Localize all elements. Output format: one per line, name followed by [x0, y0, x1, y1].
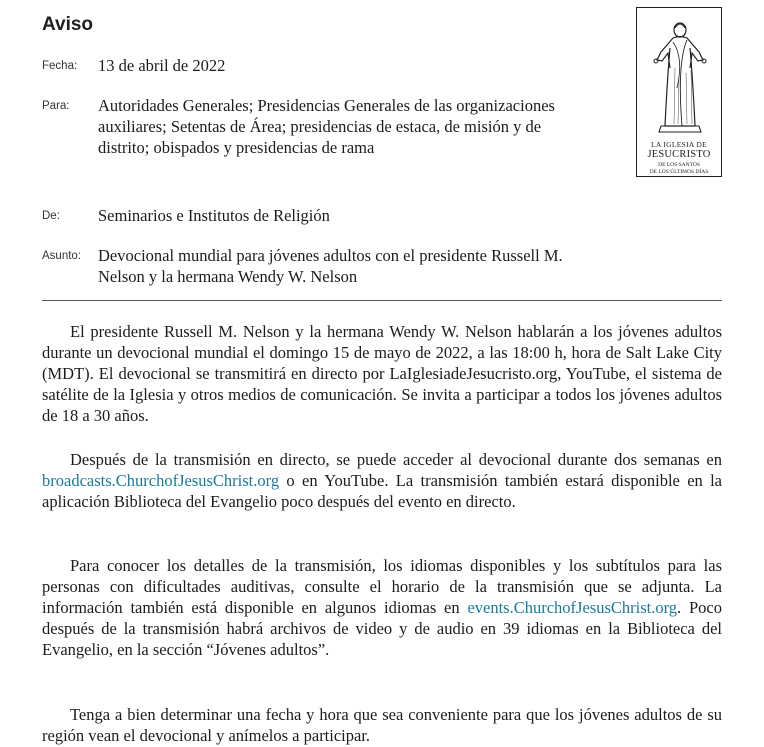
page-title: Aviso: [42, 14, 94, 35]
broadcasts-link[interactable]: broadcasts.ChurchofJesusChrist.org: [42, 471, 280, 490]
para-value: Autoridades Generales; Presidencias Generales de las organizaciones auxiliares; Setentas de Área; presidencias de estaca, de misión y de distrito; obispados y presidencias de rama: [98, 96, 555, 157]
body-paragraph-4: Tenga a bien determinar una fecha y hora que sea conveniente para que los jóvenes adultos de su región vean el devocional y anímelos a participar.: [42, 705, 722, 745]
fecha-value: 13 de abril de 2022: [98, 56, 226, 75]
p3-text-after: . Poco después de la transmisión habrá archivos de video y de audio en 39 idiomas en la Biblioteca del Evangelio, en la sección “Jóvenes adultos”.: [42, 598, 722, 659]
logo-text-line4: DE LOS ÚLTIMOS DÍAS: [649, 169, 709, 175]
logo-text-line1: LA IGLESIA DE: [651, 140, 707, 149]
logo-text-line2: JESUCRISTO: [647, 149, 711, 160]
body-paragraph-2: [42, 449, 722, 512]
asunto-value: Devocional mundial para jóvenes adultos con el presidente Russell M. Nelson y la hermana Wendy W. Nelson: [98, 246, 563, 286]
p2-text-before: Después de la transmisión en directo, se puede acceder al devocional durante dos semanas en: [70, 450, 722, 469]
de-label: De:: [42, 210, 60, 222]
logo-text-line3: DE LOS SANTOS: [658, 162, 700, 168]
para-label: Para:: [42, 100, 70, 112]
christus-statue-icon: [637, 8, 723, 138]
p2-text-after: o en YouTube. La transmisión también estará disponible en la aplicación Biblioteca del Evangelio poco después del evento en directo.: [42, 471, 722, 511]
events-link[interactable]: events.ChurchofJesusChrist.org: [467, 598, 678, 617]
asunto-label: Asunto:: [42, 250, 81, 262]
header-divider: [42, 300, 722, 301]
fecha-label: Fecha:: [42, 60, 78, 72]
body-paragraph-3: [42, 555, 722, 660]
body-paragraph-1: El presidente Russell M. Nelson y la hermana Wendy W. Nelson hablarán a los jóvenes adultos durante un devocional mundial el domingo 15 de mayo de 2022, a las 18:00 h, hora de Salt Lake City (MDT). El devocional se transmitirá en directo por LaIglesiadeJesucristo.org, YouTube, el sistema de satélite de la Iglesia y otros medios de comunicación. Se invita a participar a todos los jóvenes adultos de 18 a 30 años.: [42, 322, 722, 425]
p3-text-before: Para conocer los detalles de la transmisión, los idiomas disponibles y los subtítulos para las personas con dificultades auditivas, consulte el horario de la transmisión que se adjunta. La información también está disponible en algunos idiomas en: [42, 556, 722, 617]
church-logo: [636, 7, 722, 177]
de-value: Seminarios e Institutos de Religión: [98, 206, 330, 225]
